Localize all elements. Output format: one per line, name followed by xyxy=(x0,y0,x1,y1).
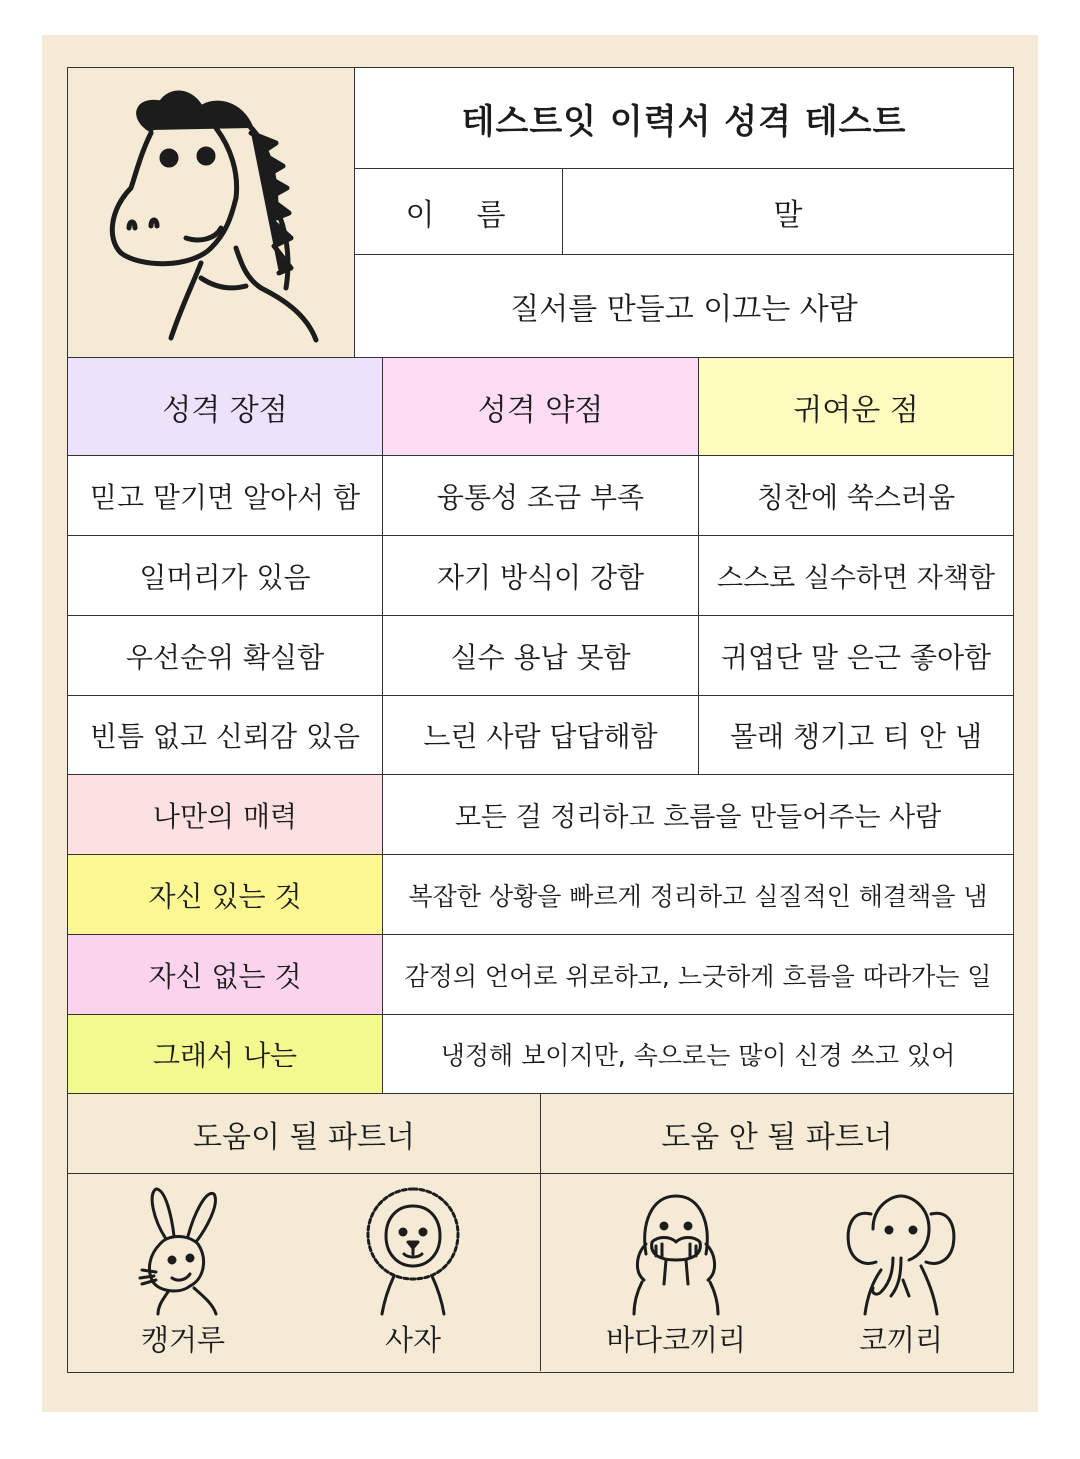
portrait-cell xyxy=(68,68,355,358)
strengths-header: 성격 장점 xyxy=(68,358,383,456)
detail-label-so-i-am: 그래서 나는 xyxy=(68,1015,383,1094)
horse-icon xyxy=(91,78,331,348)
kangaroo-icon xyxy=(128,1184,238,1316)
name-label: 이 름 xyxy=(355,169,563,255)
strength-item: 일머리가 있음 xyxy=(68,536,383,616)
partner-lion xyxy=(358,1184,468,1359)
partner-kangaroo xyxy=(128,1184,238,1359)
good-partner-header: 도움이 될 파트너 xyxy=(68,1094,541,1174)
resume-sheet xyxy=(67,67,1014,1373)
strength-item: 믿고 맡기면 알아서 함 xyxy=(68,456,383,536)
bad-partners xyxy=(541,1174,1013,1371)
strength-item: 빈틈 없고 신뢰감 있음 xyxy=(68,696,383,775)
partner-label: 바다코끼리 xyxy=(606,1323,747,1357)
weakness-item: 융통성 조금 부족 xyxy=(383,456,699,536)
elephant-icon xyxy=(841,1184,961,1316)
partner-label: 코끼리 xyxy=(858,1323,944,1357)
cute-header: 귀여운 점 xyxy=(699,358,1013,456)
tagline: 질서를 만들고 이끄는 사람 xyxy=(355,255,1013,358)
detail-label-confident: 자신 있는 것 xyxy=(68,855,383,935)
cute-item: 칭찬에 쑥스러움 xyxy=(699,456,1013,536)
partner-label: 캥거루 xyxy=(140,1323,226,1357)
cute-item: 스스로 실수하면 자책함 xyxy=(699,536,1013,616)
good-partners xyxy=(68,1174,541,1371)
weakness-item: 자기 방식이 강함 xyxy=(383,536,699,616)
partner-walrus xyxy=(606,1184,746,1359)
partner-label: 사자 xyxy=(384,1323,442,1357)
detail-value-charm: 모든 걸 정리하고 흐름을 만들어주는 사람 xyxy=(383,775,1013,855)
bad-partner-header: 도움 안 될 파트너 xyxy=(541,1094,1013,1174)
weakness-item: 느린 사람 답답해함 xyxy=(383,696,699,775)
cute-item: 몰래 챙기고 티 안 냄 xyxy=(699,696,1013,775)
detail-value-not-confident: 감정의 언어로 위로하고, 느긋하게 흐름을 따라가는 일 xyxy=(383,935,1013,1015)
weakness-item: 실수 용납 못함 xyxy=(383,616,699,696)
lion-icon xyxy=(358,1184,468,1316)
detail-label-not-confident: 자신 없는 것 xyxy=(68,935,383,1015)
partner-elephant xyxy=(841,1184,961,1359)
strength-item: 우선순위 확실함 xyxy=(68,616,383,696)
page-title: 테스트잇 이력서 성격 테스트 xyxy=(355,68,1013,169)
detail-label-charm: 나만의 매력 xyxy=(68,775,383,855)
cute-item: 귀엽단 말 은근 좋아함 xyxy=(699,616,1013,696)
weaknesses-header: 성격 약점 xyxy=(383,358,699,456)
name-value: 말 xyxy=(563,169,1013,255)
detail-value-confident: 복잡한 상황을 빠르게 정리하고 실질적인 해결책을 냄 xyxy=(383,855,1013,935)
walrus-icon xyxy=(616,1184,736,1316)
detail-value-so-i-am: 냉정해 보이지만, 속으로는 많이 신경 쓰고 있어 xyxy=(383,1015,1013,1094)
